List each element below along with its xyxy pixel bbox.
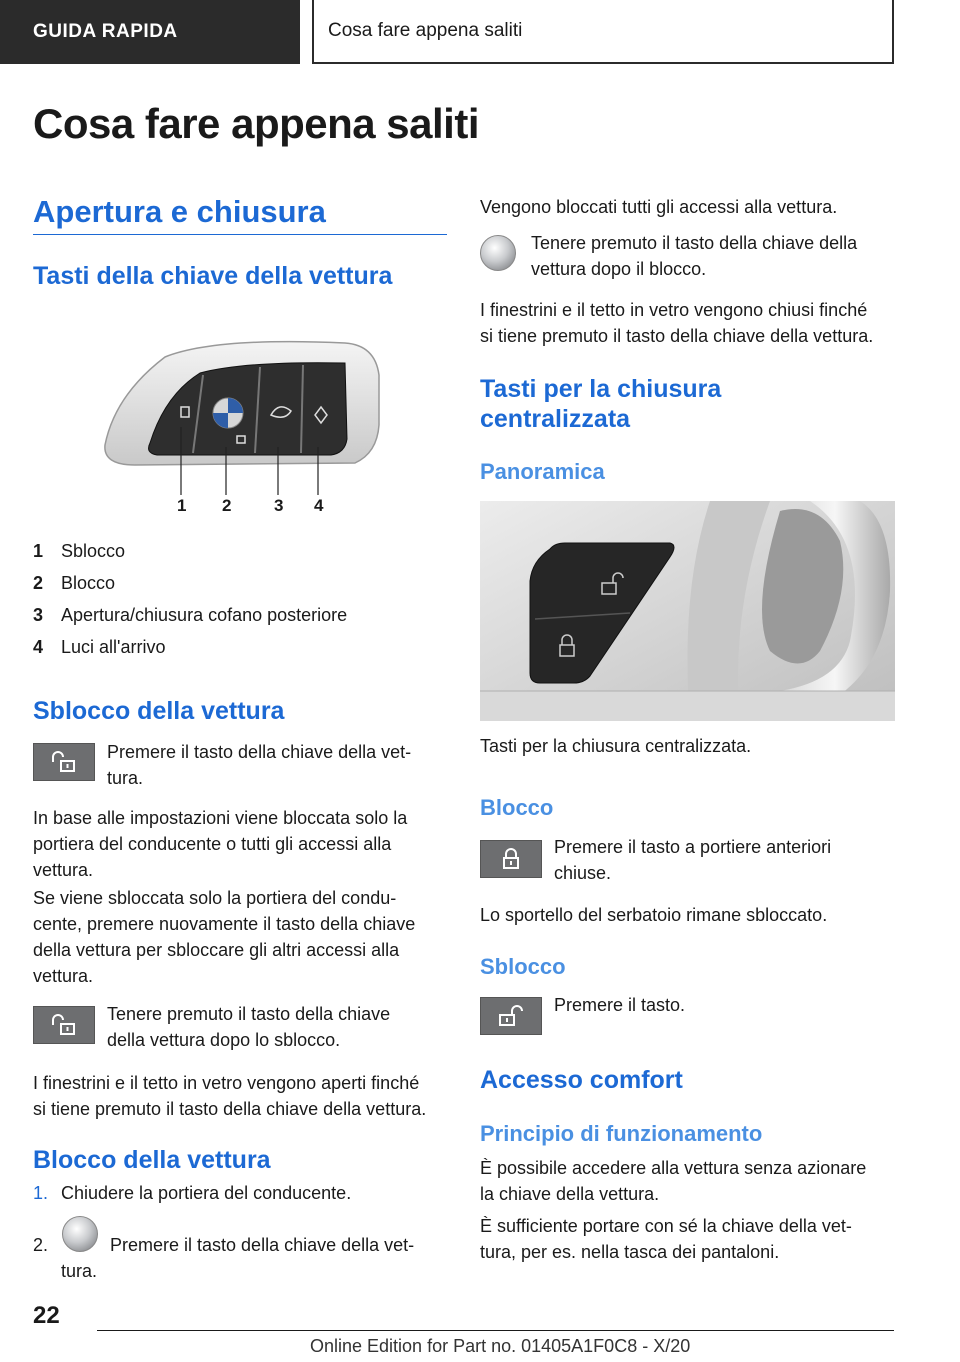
text-line: I finestrini e il tetto in vetro vengono aperti finché <box>33 1073 420 1093</box>
legend-item <box>33 535 447 567</box>
heading-principio: Principio di funzionamento <box>480 1121 763 1146</box>
central-locking-buttons-photo <box>480 501 895 721</box>
unlock-button-icon <box>33 1006 95 1044</box>
text-line: È possibile accedere alla vettura senza azionare <box>480 1158 867 1178</box>
step-2-text: Premere il tasto della chiave della vet- <box>110 1235 415 1255</box>
heading-sblocco-vettura: Sblocco della vettura <box>33 697 285 725</box>
heading-panoramica: Panoramica <box>480 459 605 484</box>
text-line: chiuse. <box>554 863 612 883</box>
page-title: Cosa fare appena saliti <box>33 100 480 147</box>
header-chapter-label: Cosa fare appena saliti <box>328 20 523 41</box>
text-line: della vettura per sbloccare gli altri accessi alla <box>33 940 400 960</box>
key-lock-button-icon <box>62 1216 98 1252</box>
para-bloccati: Vengono bloccati tutti gli accessi alla vettura. <box>480 197 838 217</box>
text-line: Se viene sbloccata solo la portiera del condu- <box>33 888 397 908</box>
legend-text: Apertura/chiusura cofano posteriore <box>61 605 348 625</box>
heading-blocco-vettura: Blocco della vettura <box>33 1146 271 1174</box>
key-label-4: 4 <box>314 496 324 515</box>
text-line: È sufficiente portare con sé la chiave della vet- <box>480 1216 852 1236</box>
para-sufficiente <box>480 1213 852 1265</box>
legend-item <box>33 567 447 599</box>
photo-caption: Tasti per la chiusura centralizzata. <box>480 736 752 756</box>
text-line: la chiave della vettura. <box>480 1184 660 1204</box>
para-sbloccata <box>33 885 415 989</box>
para-impostazioni <box>33 805 407 883</box>
step-2-number: 2. <box>33 1235 49 1255</box>
text-line: della vettura dopo lo sblocco. <box>107 1030 341 1050</box>
legend-text: Luci all'arrivo <box>61 637 166 657</box>
text-line: In base alle impostazioni viene bloccata solo la <box>33 808 408 828</box>
heading-tasti-chiusura <box>480 374 721 434</box>
step-text: Chiudere la portiera del conducente. <box>61 1183 352 1203</box>
text-line: vettura. <box>33 860 94 880</box>
text-line: vettura. <box>33 966 94 986</box>
key-label-1: 1 <box>177 496 187 515</box>
text-line: tura, per es. nella tasca dei pantaloni. <box>480 1242 780 1262</box>
unlock-button-icon <box>480 997 542 1035</box>
text-line: Tenere premuto il tasto della chiave <box>107 1004 391 1024</box>
legend-text: Sblocco <box>61 541 126 561</box>
heading-line: centralizzata <box>480 405 631 433</box>
header-section-tab <box>0 0 300 64</box>
footer-rule <box>97 1330 894 1331</box>
text-line: vettura dopo il blocco. <box>531 259 707 279</box>
para-finestrini-aperti <box>33 1070 426 1122</box>
text-line: portiera del conducente o tutti gli accessi alla <box>33 834 392 854</box>
unlock-button-icon <box>33 743 95 781</box>
legend-number: 4 <box>33 637 44 657</box>
heading-sblocco: Sblocco <box>480 954 566 979</box>
para-sportello: Lo sportello del serbatoio rimane sbloccato. <box>480 905 828 925</box>
heading-blocco: Blocco <box>480 795 554 820</box>
key-legend <box>33 535 447 663</box>
blocco-instruction <box>554 834 831 886</box>
heading-apertura: Apertura e chiusura <box>33 194 326 229</box>
sblocco-instruction <box>107 739 411 791</box>
step-number: 1. <box>33 1183 49 1203</box>
tenere-sblocco <box>107 1001 390 1053</box>
text-line: si tiene premuto il tasto della chiave della vettura. <box>33 1099 427 1119</box>
step-2-text-cont: tura. <box>61 1261 98 1281</box>
text-line: si tiene premuto il tasto della chiave della vettura. <box>480 326 874 346</box>
heading-tasti-chiave: Tasti della chiave della vettura <box>33 262 393 290</box>
para-finestrini-chiusi <box>480 297 873 349</box>
text-line: I finestrini e il tetto in vetro vengono chiusi finché <box>480 300 868 320</box>
header-chapter-box <box>312 0 894 64</box>
heading-accesso-comfort: Accesso comfort <box>480 1066 683 1094</box>
key-label-2: 2 <box>222 496 232 515</box>
page-number: 22 <box>33 1302 60 1329</box>
step-1 <box>33 1180 352 1206</box>
legend-text: Blocco <box>61 573 116 593</box>
sblocco-instruction: Premere il tasto. <box>554 995 686 1015</box>
key-label-3: 3 <box>274 496 284 515</box>
key-fob-illustration <box>95 335 385 520</box>
tenere-blocco <box>531 230 857 282</box>
legend-item <box>33 599 447 631</box>
text-line: Premere il tasto a portiere anteriori <box>554 837 832 857</box>
text-line: Tenere premuto il tasto della chiave della <box>531 233 858 253</box>
legend-number: 1 <box>33 541 44 561</box>
heading-rule <box>33 234 447 235</box>
header-section-label: GUIDA RAPIDA <box>33 21 178 42</box>
legend-item <box>33 631 447 663</box>
legend-number: 3 <box>33 605 44 625</box>
footer-edition: Online Edition for Part no. 01405A1F0C8 - X/20 <box>310 1336 691 1356</box>
para-possibile <box>480 1155 866 1207</box>
key-lock-button-icon <box>480 235 516 271</box>
text-line: tura. <box>107 768 144 788</box>
legend-number: 2 <box>33 573 44 593</box>
text-line: cente, premere nuovamente il tasto della chiave <box>33 914 416 934</box>
heading-line: Tasti per la chiusura <box>480 375 722 403</box>
text-line: Premere il tasto della chiave della vet- <box>107 742 412 762</box>
lock-button-icon <box>480 840 542 878</box>
